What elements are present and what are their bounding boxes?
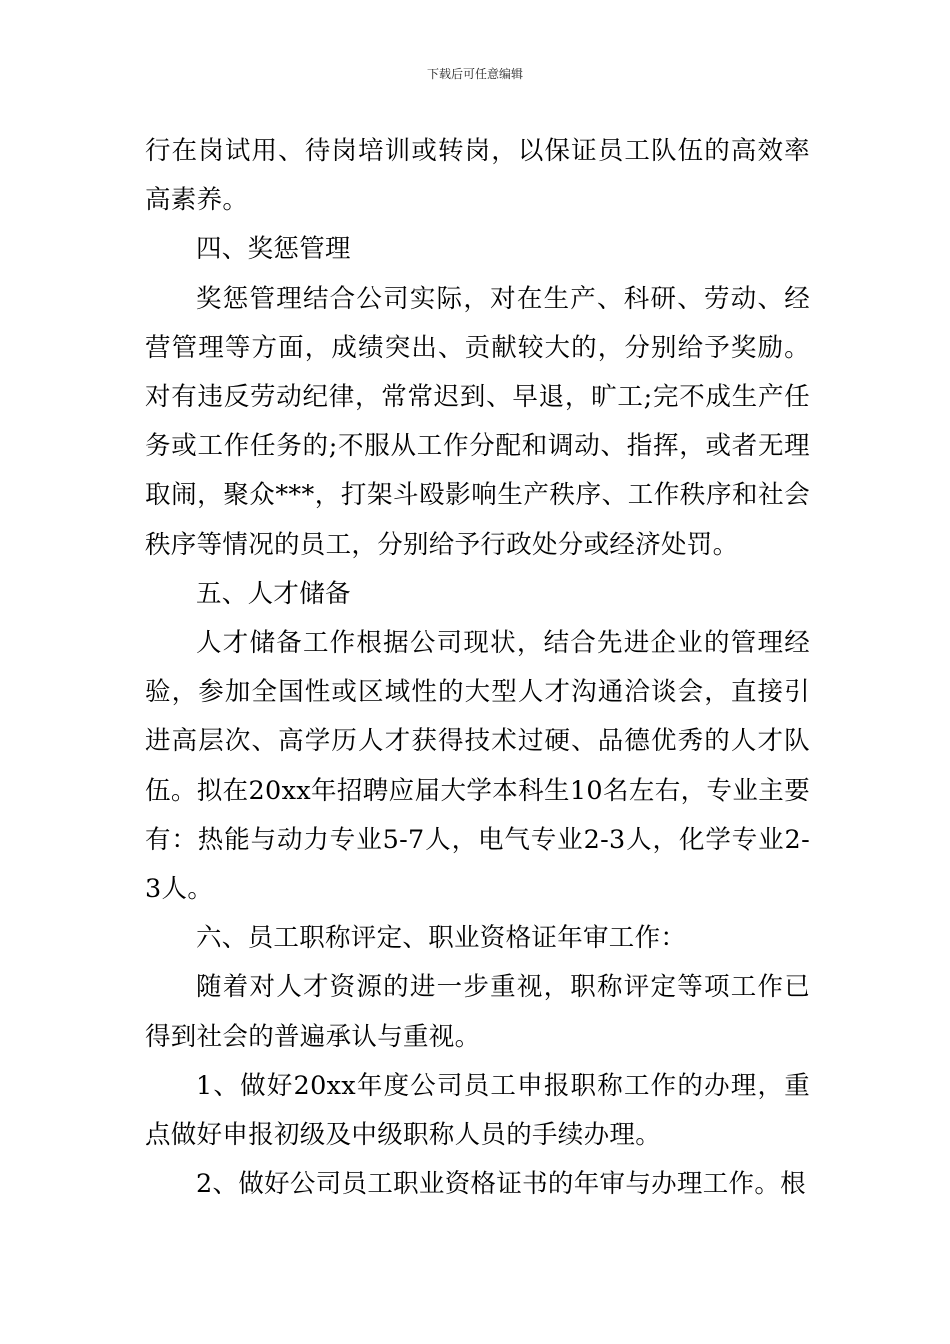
page-header: 下载后可任意编辑 (426, 67, 523, 81)
paragraph-continuation: 行在岗试用、待岗培训或转岗，以保证员工队伍的高效率高素养。 (145, 136, 810, 216)
list-item-1: 1、做好20xx年度公司员工申报职称工作的办理，重点做好申报初级及中级职称人员的手续办理。 (145, 1070, 810, 1151)
paragraph-rewards: 奖惩管理结合公司实际，对在生产、科研、劳动、经营管理等方面，成绩突出、贡献较大的，分别给予奖励。对有违反劳动纪律，常常迟到、早退，旷工;完不成生产任务或工作任务的;不服从工作分配和调动、指挥，或者无理取闹，聚众***，打架斗殴影响生产秩序、工作秩序和社会秩序等情况的员工，分别给予行政处分或经济处罚。 (145, 283, 810, 560)
section-heading-titles: 六、员工职称评定、职业资格证年审工作： (196, 923, 687, 954)
document-body (145, 127, 810, 1209)
section-heading-talent-reserve: 五、人才储备 (196, 578, 351, 609)
list-item-2: 2、做好公司员工职业资格证书的年审与办理工作。根 (196, 1169, 806, 1200)
paragraph-talent-reserve: 人才储备工作根据公司现状，结合先进企业的管理经验，参加全国性或区域性的大型人才沟通洽谈会，直接引进高层次、高学历人才获得技术过硬、品德优秀的人才队伍。拟在20xx年招聘应届大学本科生10名左右，专业主要有：热能与动力专业5-7人，电气专业2-3人，化学专业2-3人。 (145, 628, 810, 905)
section-heading-rewards: 四、奖惩管理 (196, 234, 351, 265)
paragraph-titles: 随着对人才资源的进一步重视，职称评定等项工作已得到社会的普遍承认与重视。 (145, 972, 810, 1052)
